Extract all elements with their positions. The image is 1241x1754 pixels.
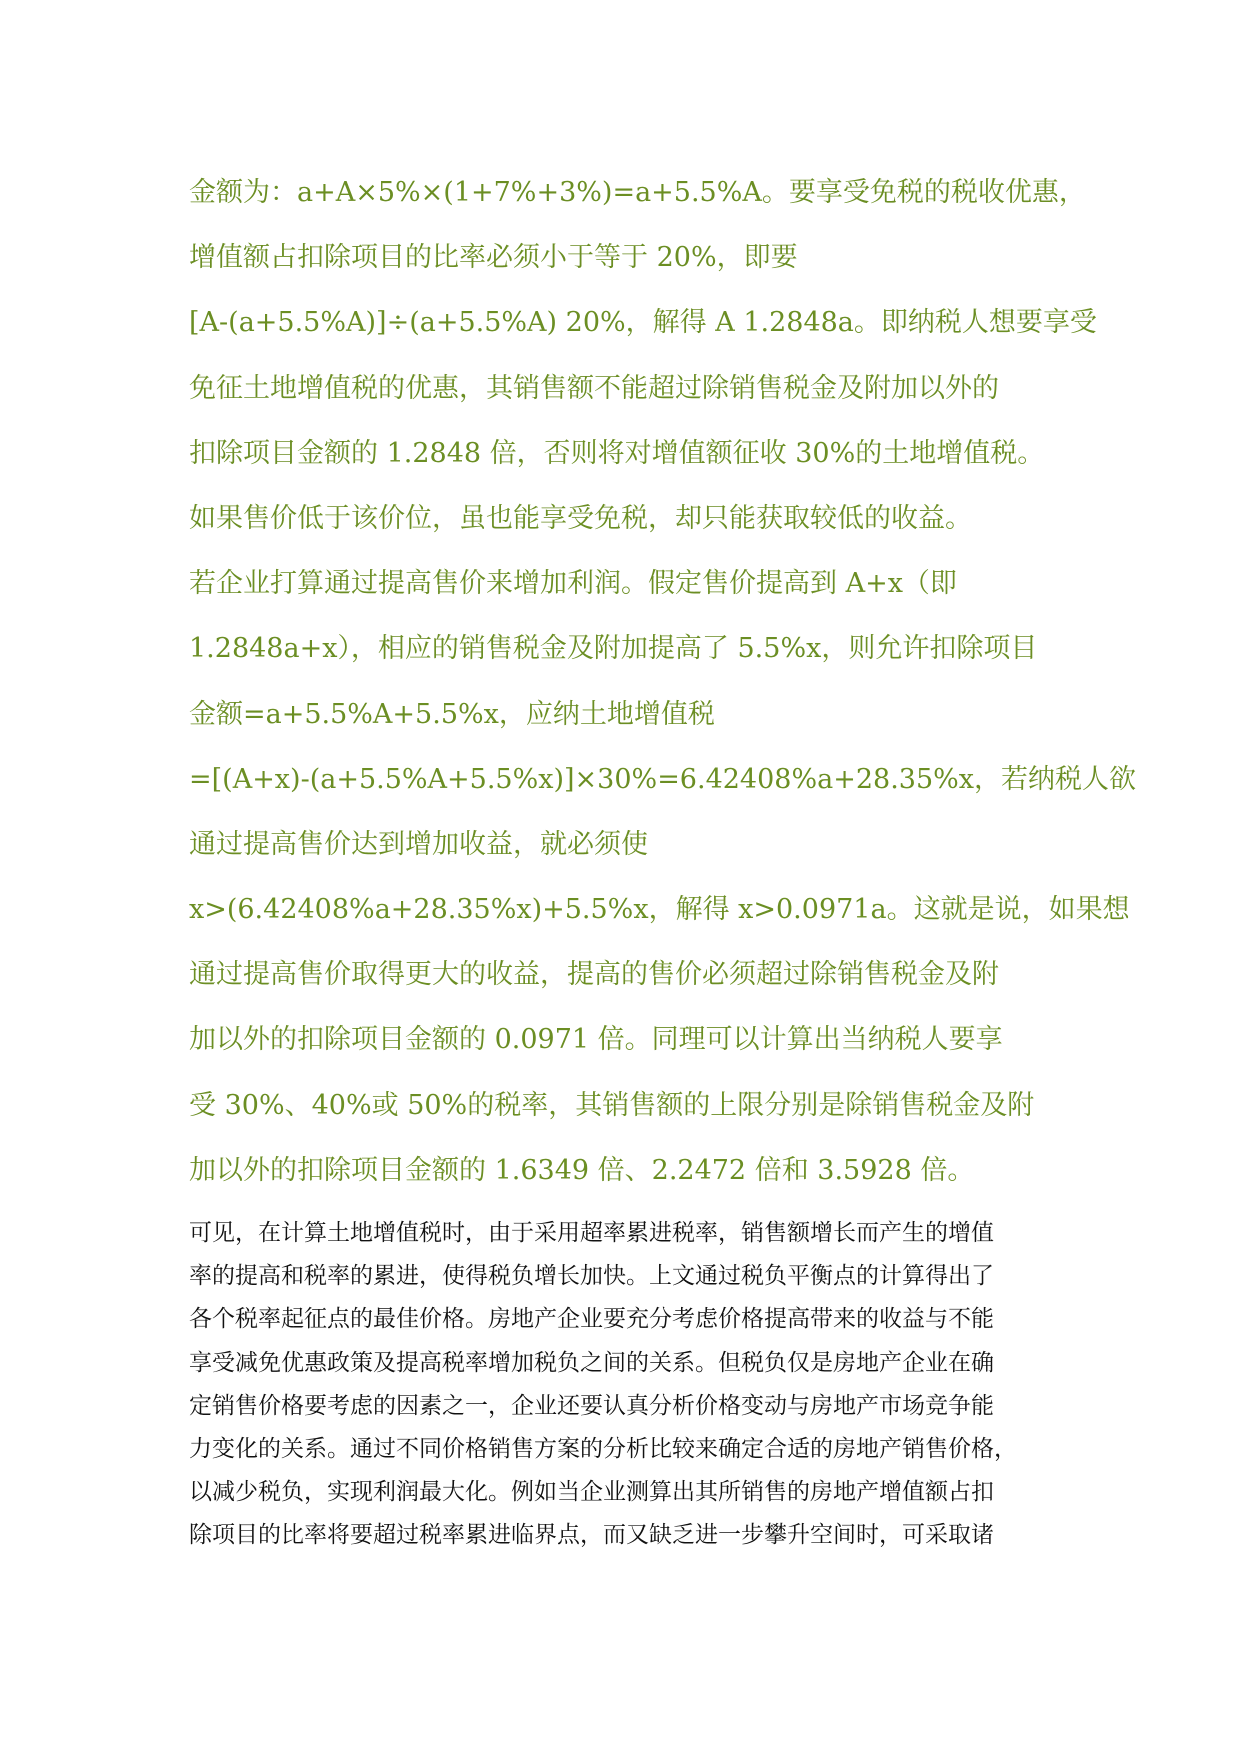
text-line: 力变化的关系。通过不同价格销售方案的分析比较来确定合适的房地产销售价格， — [189, 1435, 1017, 1462]
text-line: 可见，在计算土地增值税时，由于采用超率累进税率，销售额增长而产生的增值 — [189, 1220, 994, 1246]
text-line: 除项目的比率将要超过税率累进临界点，而又缺乏进一步攀升空间时，可采取诸 — [189, 1522, 994, 1549]
text-line: =[(A+x)-(a+5.5%A+5.5%x)]×30%=6.42408%a+28.35%x，若纳税人欲 — [189, 763, 1137, 795]
text-line: 如果售价低于该价位，虽也能享受免税，却只能获取较低的收益。 — [189, 502, 972, 534]
text-line: 1.2848a+x），相应的销售税金及附加提高了 5.5%x，则允许扣除项目 — [189, 633, 1038, 665]
formula-derivation-paragraph — [189, 160, 1137, 1203]
text-line: 通过提高售价达到增加收益，就必须使 — [189, 828, 648, 860]
text-line: 加以外的扣除项目金额的 0.0971 倍。同理可以计算出当纳税人要享 — [189, 1024, 1003, 1056]
text-line: 增值额占扣除项目的比率必须小于等于 20%，即要 — [189, 242, 798, 274]
text-line: 以减少税负，实现利润最大化。例如当企业测算出其所销售的房地产增值额占扣 — [189, 1479, 994, 1506]
conclusion-paragraph — [189, 1212, 1069, 1558]
text-line: 金额为：a+A×5%×(1+7%+3%)=a+5.5%A。要享受免税的税收优惠， — [189, 177, 1086, 208]
text-line: 金额=a+5.5%A+5.5%x，应纳土地增值税 — [189, 698, 715, 730]
text-line: 定销售价格要考虑的因素之一，企业还要认真分析价格变动与房地产市场竞争能 — [189, 1392, 994, 1419]
text-line: 加以外的扣除项目金额的 1.6349 倍、2.2472 倍和 3.5928 倍。 — [189, 1154, 975, 1186]
text-line: 率的提高和税率的累进，使得税负增长加快。上文通过税负平衡点的计算得出了 — [189, 1263, 994, 1290]
text-line: 各个税率起征点的最佳价格。房地产企业要充分考虑价格提高带来的收益与不能 — [189, 1306, 994, 1333]
text-line: 受 30%、40%或 50%的税率，其销售额的上限分别是除销售税金及附 — [189, 1089, 1035, 1121]
text-line: [A-(a+5.5%A)]÷(a+5.5%A) 20%，解得 A 1.2848a。即纳税人想要享受 — [189, 307, 1097, 339]
text-line: 免征土地增值税的优惠，其销售额不能超过除销售税金及附加以外的 — [189, 372, 999, 404]
text-line: x>(6.42408%a+28.35%x)+5.5%x，解得 x>0.0971a。这就是说，如果想 — [189, 894, 1130, 926]
text-line: 享受减免优惠政策及提高税率增加税负之间的关系。但税负仅是房地产企业在确 — [189, 1349, 994, 1376]
text-line: 扣除项目金额的 1.2848 倍，否则将对增值额征收 30%的土地增值税。 — [189, 437, 1045, 469]
text-line: 通过提高售价取得更大的收益，提高的售价必须超过除销售税金及附 — [189, 959, 999, 991]
text-line: 若企业打算通过提高售价来增加利润。假定售价提高到 A+x（即 — [189, 568, 957, 600]
